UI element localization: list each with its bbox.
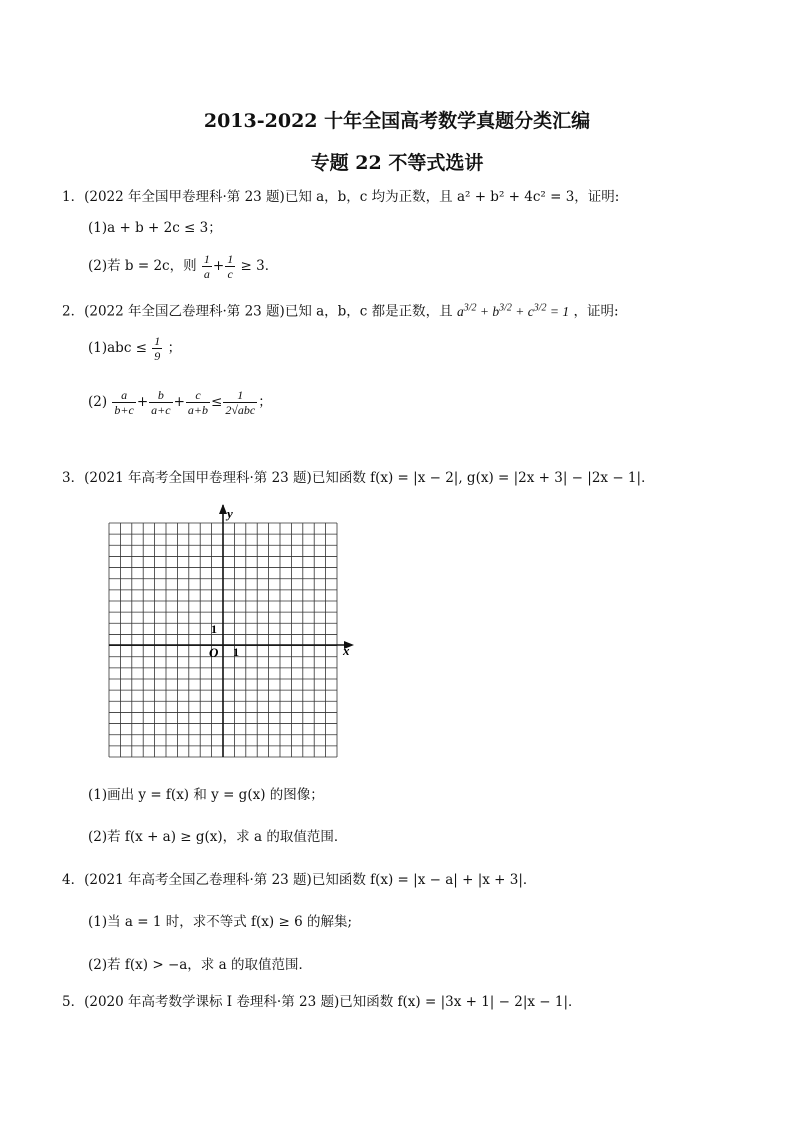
q1-head: 1．(2022 年全国甲卷理科·第 23 题)已知 a，b，c 均为正数，且 a² + b² + 4c² = 3，证明: (62, 189, 620, 205)
grid-svg (96, 500, 366, 765)
q4-head: 4．(2021 年高考全国乙卷理科·第 23 题)已知函数 f(x) = |x − a| + |x + 3|． (62, 872, 537, 888)
q1-part1: (1)a + b + 2c ≤ 3； (88, 220, 222, 236)
page-subtitle: 专题 22 不等式选讲 (310, 152, 484, 174)
q3-head: 3．(2021 年高考全国甲卷理科·第 23 题)已知函数 f(x) = |x − 2|, g(x) = |2x + 3| − |2x − 1|． (62, 470, 655, 486)
y-tick-1: 1 (211, 622, 217, 636)
x-axis-label: x (343, 643, 350, 658)
q2-frac-a: $\frac{a}{b+c}$ (114, 388, 134, 417)
q1-part2 (88, 252, 278, 281)
q3-part2: (2)若 f(x + a) ≥ g(x)，求 a 的取值范围． (88, 829, 348, 845)
y-axis-label: y (227, 506, 233, 521)
q2-part1 (88, 334, 181, 363)
q1-part2-pre: (2)若 b = 2c，则 (88, 258, 197, 274)
q2-head-pre: 2．(2022 年全国乙卷理科·第 23 题)已知 a，b，c 都是正数，且 (62, 303, 453, 320)
q2-part2-post: ； (258, 394, 272, 410)
q2-part2-label: (2) (88, 394, 108, 410)
q2-head-eq: $a^{3/2} + b^{3/2} + c^{3/2} = 1$ (456, 302, 570, 319)
q2-part1-pre: (1)abc ≤ (88, 340, 147, 356)
q2-frac-1-9: $\frac{1}{9}$ (154, 334, 161, 363)
q1-plus: + (212, 258, 225, 274)
q2-frac-c: $\frac{c}{a+b}$ (187, 388, 209, 417)
q2-frac-rhs: $\frac{1}{\text{2√abc}}$ (225, 388, 256, 417)
q4-part1: (1)当 a = 1 时，求不等式 f(x) ≥ 6 的解集; (88, 914, 352, 930)
q1-frac-1: $\frac{1}{a}$ (203, 252, 210, 281)
q1-frac-2: $\frac{1}{c}$ (227, 252, 234, 281)
q3-part1: (1)画出 y = f(x) 和 y = g(x) 的图像； (88, 787, 324, 803)
x-tick-1: 1 (233, 645, 239, 659)
page-title: 2013-2022 十年全国高考数学真题分类汇编 (203, 110, 591, 132)
q2-head-post: ，证明: (573, 303, 619, 320)
coordinate-grid (96, 500, 366, 765)
y-axis-arrow (219, 504, 227, 514)
q5-head: 5．(2020 年高考数学课标 Ⅰ 卷理科·第 23 题)已知函数 f(x) = |3x + 1| − 2|x − 1|． (62, 994, 582, 1010)
q2-head (62, 298, 619, 322)
q4-part2: (2)若 f(x) > −a，求 a 的取值范围． (88, 957, 312, 973)
origin-label: O (209, 645, 219, 660)
q2-part2: (2) $\frac{a}{b+c}$ + $\frac{b}{a+c}$ + $\frac{c}{a+b}$ ≤ $\frac{1}{\text{2√abc}}$ ； (88, 388, 272, 417)
q2-frac-b: $\frac{b}{a+c}$ (151, 388, 171, 417)
q2-part1-post: ； (167, 340, 182, 356)
q1-part2-post: ≥ 3． (240, 258, 279, 274)
